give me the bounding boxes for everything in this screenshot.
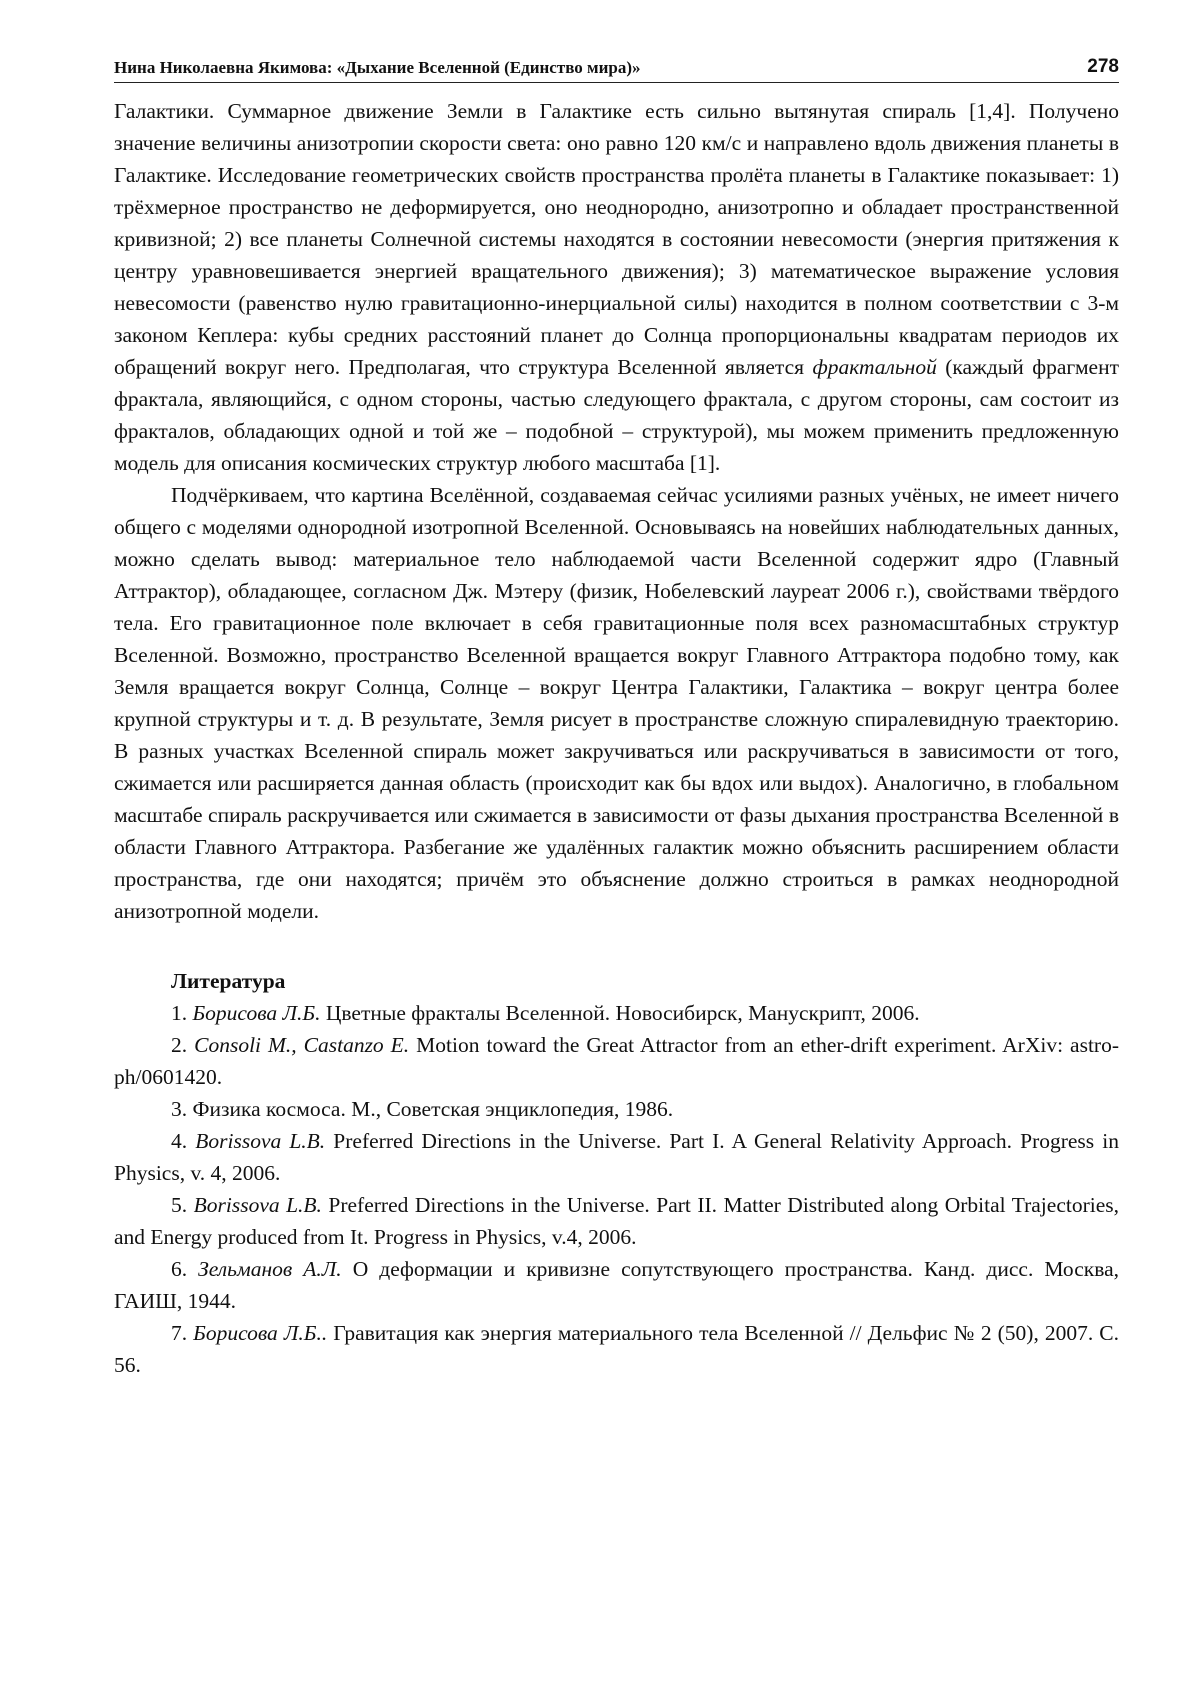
reference-text: Motion toward the Great Attractor from an ether-drift experiment. ArXiv: astro-ph/0601420. [114,1033,1119,1089]
literature-heading: Литература [171,969,286,993]
reference-text: Preferred Directions in the Universe. Part II. Matter Distributed along Orbital Trajectories, and Energy produced from It. Progress in Physics, v.4, 2006. [114,1193,1120,1249]
reference-number: 3. [171,1097,193,1121]
reference-number: 1. [171,1001,193,1025]
reference-author: Борисова Л.Б. [192,1001,321,1025]
reference-text: Preferred Directions in the Universe. Part I. A General Relativity Approach. Progress in Physics, v. 4, 2006. [114,1129,1119,1185]
reference-item [114,1093,1119,1125]
running-header [114,54,1119,83]
reference-item [114,1029,1119,1093]
reference-author: Зельманов А.Л. [198,1257,342,1281]
paragraph-1-text-b: (каждый фрагмент фрактала, являющийся, с одном стороны, частью следующего фрактала, с другом стороны, сам состоит из фракталов, обладающих одной и той же – подобной – структурой), мы можем применить предложенную модель для описания космических структур любого масштаба [1]. [114,355,1120,475]
reference-number: 5. [171,1193,194,1217]
reference-text: Цветные фракталы Вселенной. Новосибирск, Манускрипт, 2006. [320,1001,920,1025]
reference-item [114,1253,1119,1317]
reference-number: 4. [171,1129,196,1153]
reference-item [114,1189,1119,1253]
reference-author: Borissova L.B. [193,1193,322,1217]
reference-text: Физика космоса. М., Советская энциклопедия, 1986. [192,1097,674,1121]
reference-text: Гравитация как энергия материального тела Вселенной // Дельфис № 2 (50), 2007. С. 56. [114,1321,1120,1377]
reference-item [114,1317,1119,1381]
header-title: Нина Николаевна Якимова: «Дыхание Вселенной (Единство мира)» [114,58,641,77]
paragraph-1 [114,95,1119,479]
reference-number: 2. [171,1033,195,1057]
reference-author: Борисова Л.Б.. [193,1321,328,1345]
body-text [114,95,1119,1381]
page-number: 278 [1087,56,1119,77]
paragraph-1-text-a: Галактики. Суммарное движение Земли в Галактике есть сильно вытянутая спираль [1,4]. Получено значение величины анизотропии скорости света: оно равно 120 км/с и направлено вдоль движения планеты в Галактике. Исследование геометрических свойств пространства пролёта планеты в Галактике показывает: 1) трёхмерное пространство не деформируется, оно неоднородно, анизотропно и обладает пространственной кривизной; 2) все планеты Солнечной системы находятся в состоянии невесомости (энергия притяжения к центру уравновешивается энергией вращательного движения); 3) математическое выражение условия невесомости (равенство нулю гравитационно-инерциальной силы) находится в полном соответствии с 3-м законом Кеплера: кубы средних расстояний планет до Солнца пропорциональны квадратам периодов их обращений вокруг него. Предполагая, что структура Вселенной является [114,99,1119,379]
reference-text: О деформации и кривизне сопутствующего пространства. Канд. дисс. Москва, ГАИШ, 1944. [114,1257,1119,1313]
paragraph-1-italic: фрактальной [812,355,937,379]
paragraph-2: Подчёркиваем, что картина Вселённой, создаваемая сейчас усилиями разных учёных, не имеет ничего общего с моделями однородной изотропной Вселенной. Основываясь на новейших наблюдательных данных, можно сделать вывод: материальное тело наблюдаемой части Вселенной содержит ядро (Главный Аттрактор), обладающее, согласном Дж. Мэтеру (физик, Нобелевский лауреат 2006 г.), свойствами твёрдого тела. Его гравитационное поле включает в себя гравитационные поля всех разномасштабных структур Вселенной. Возможно, пространство Вселенной вращается вокруг Главного Аттрактора подобно тому, как Земля вращается вокруг Солнца, Солнце – вокруг Центра Галактики, Галактика – вокруг центра более крупной структуры и т. д. В результате, Земля рисует в пространстве сложную спиралевидную траекторию. В разных участках Вселенной спираль может закручиваться или раскручиваться в зависимости от того, сжимается или расширяется данная область (происходит как бы вдох или выдох). Аналогично, в глобальном масштабе спираль раскручивается или сжимается в зависимости от фазы дыхания пространства Вселенной в области Главного Аттрактора. Разбегание же удалённых галактик можно объяснить расширением области пространства, где они находятся; причём это объяснение должно строиться в рамках неоднородной анизотропной модели. [114,483,1119,923]
reference-item [114,997,1119,1029]
reference-number: 7. [171,1321,194,1345]
reference-item [114,1125,1119,1189]
reference-author: Borissova L.B. [195,1129,326,1153]
reference-number: 6. [171,1257,199,1281]
reference-author: Consoli M., Castanzo E. [194,1033,410,1057]
